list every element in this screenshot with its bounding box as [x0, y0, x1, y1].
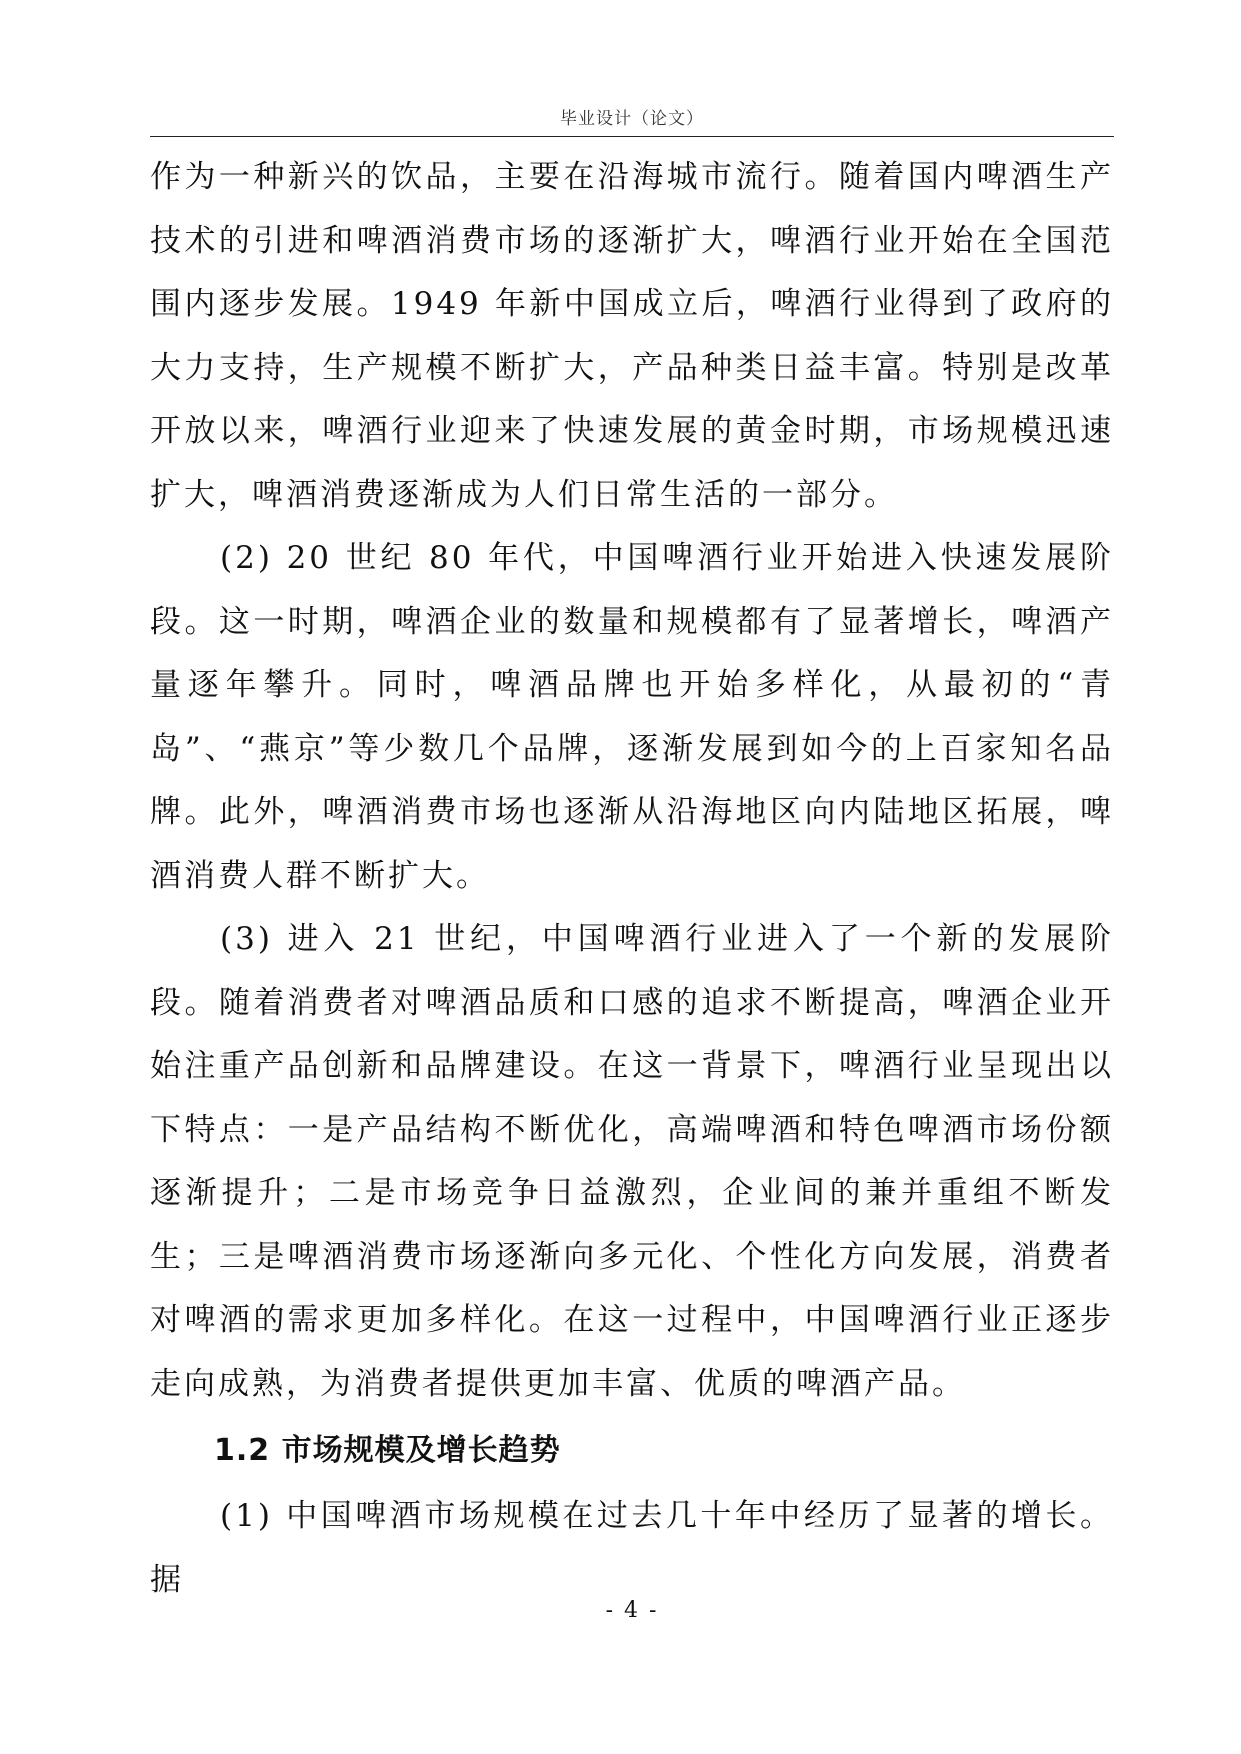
document-body: [150, 146, 1114, 1612]
page-number: - 4 -: [605, 1598, 659, 1623]
section-heading: 1.2 市场规模及增长趋势: [214, 1433, 561, 1468]
section-paragraph-1: (1) 中国啤酒市场规模在过去几十年中经历了显著的增长。据: [150, 1498, 1114, 1598]
paragraph-continuation: 作为一种新兴的饮品，主要在沿海城市流行。随着国内啤酒生产技术的引进和啤酒消费市场的逐渐扩大，啤酒行业开始在全国范围内逐步发展。1949 年新中国成立后，啤酒行业得到了政府的大力支持，生产规模不断扩大，产品种类日益丰富。特别是改革开放以来，啤酒行业迎来了快速发展的黄金时期，市场规模迅速扩大，啤酒消费逐渐成为人们日常生活的一部分。: [150, 159, 1114, 513]
page-header-title: 毕业设计（论文）: [560, 109, 704, 129]
paragraph-item-2: (2) 20 世纪 80 年代，中国啤酒行业开始进入快速发展阶段。这一时期，啤酒企业的数量和规模都有了显著增长，啤酒产量逐年攀升。同时，啤酒品牌也开始多样化，从最初的“青岛”、“燕京”等少数几个品牌，逐渐发展到如今的上百家知名品牌。此外，啤酒消费市场也逐渐从沿海地区向内陆地区拓展，啤酒消费人群不断扩大。: [150, 540, 1114, 894]
paragraph-item-3: (3) 进入 21 世纪，中国啤酒行业进入了一个新的发展阶段。随着消费者对啤酒品质和口感的追求不断提高，啤酒企业开始注重产品创新和品牌建设。在这一背景下，啤酒行业呈现出以下特点：一是产品结构不断优化，高端啤酒和特色啤酒市场份额逐渐提升；二是市场竞争日益激烈，企业间的兼并重组不断发生；三是啤酒消费市场逐渐向多元化、个性化方向发展，消费者对啤酒的需求更加多样化。在这一过程中，中国啤酒行业正逐步走向成熟，为消费者提供更加丰富、优质的啤酒产品。: [150, 921, 1114, 1402]
header-divider: [150, 136, 1114, 137]
